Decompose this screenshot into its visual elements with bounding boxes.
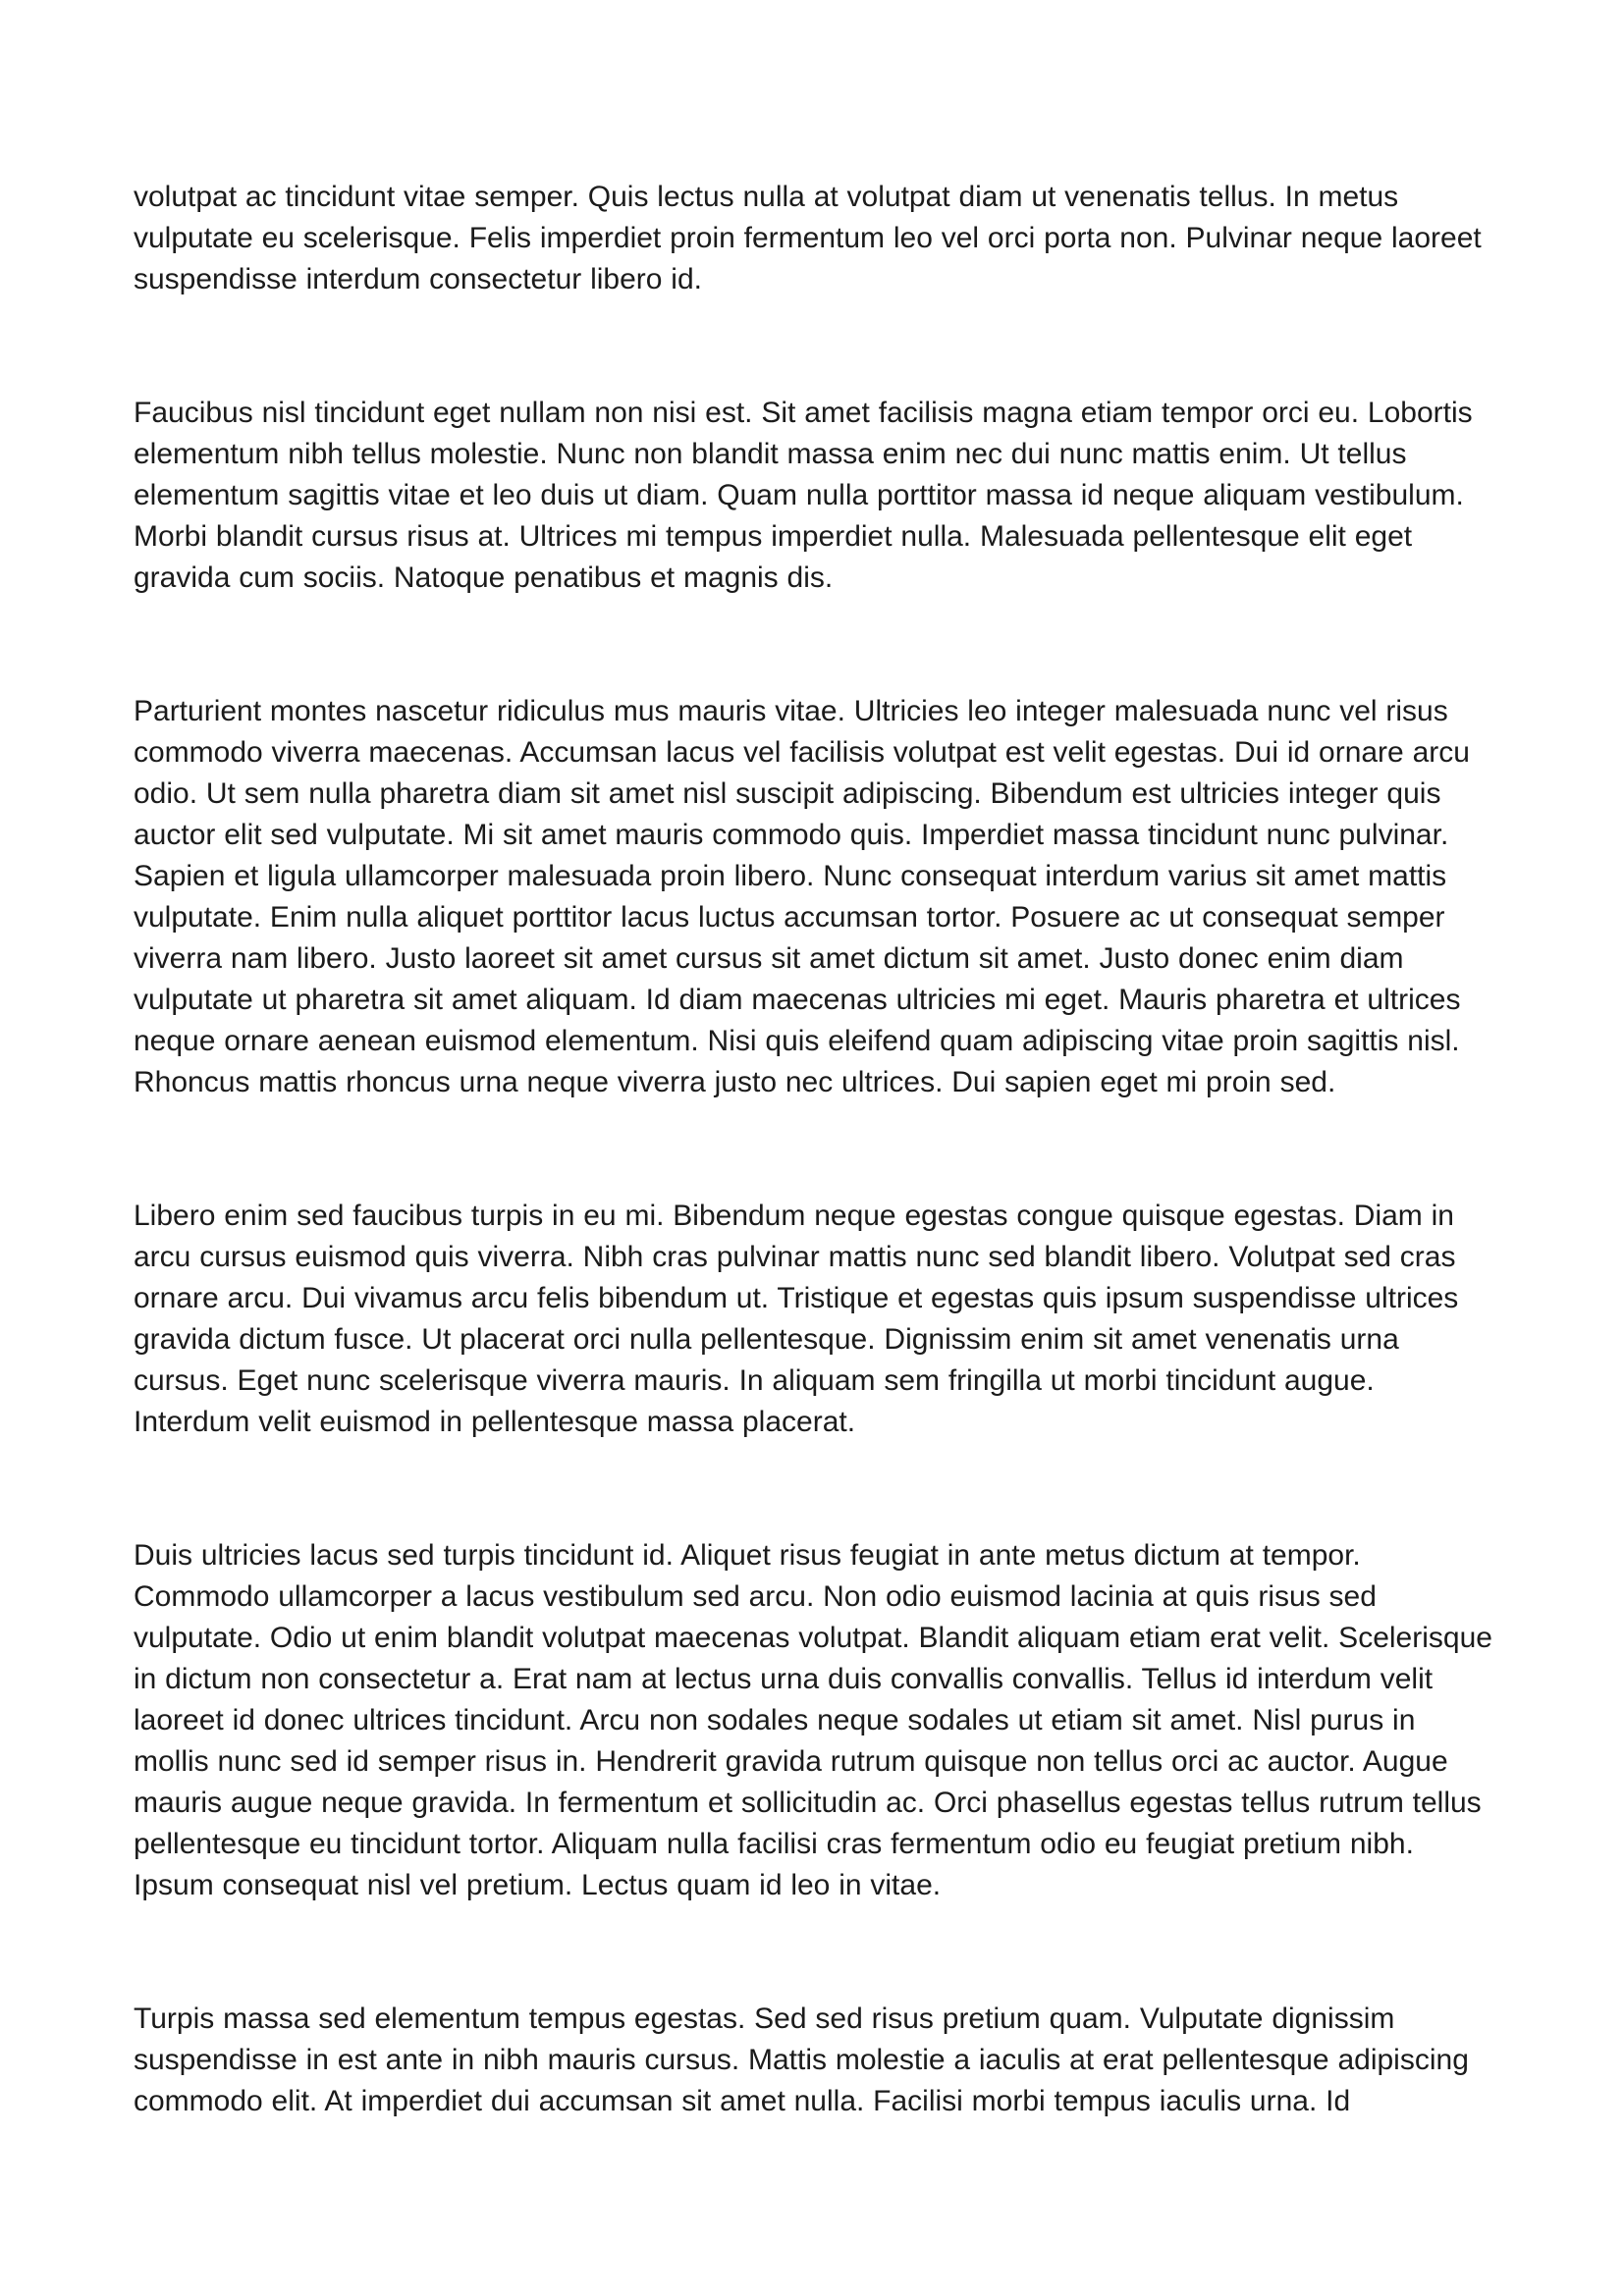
paragraph-5: Duis ultricies lacus sed turpis tincidunt id. Aliquet risus feugiat in ante metus dictum at tempor. Commodo ullamcorper a lacus vestibulum sed arcu. Non odio euismod lacinia at quis risus sed vulputate. Odio ut enim blandit volutpat maecenas volutpat. Blandit aliquam etiam erat velit. Scelerisque in dictum non consectetur a. Erat nam at lectus urna duis convallis convallis. Tellus id interdum velit laoreet id donec ultrices tincidunt. Arcu non sodales neque sodales ut etiam sit amet. Nisl purus in mollis nunc sed id semper risus in. Hendrerit gravida rutrum quisque non tellus orci ac auctor. Augue mauris augue neque gravida. In fermentum et sollicitudin ac. Orci phasellus egestas tellus rutrum tellus pellentesque eu tincidunt tortor. Aliquam nulla facilisi cras fermentum odio eu feugiat pretium nibh. Ipsum consequat nisl vel pretium. Lectus quam id leo in vitae. (134, 1539, 1492, 1901)
paragraph-3: Parturient montes nascetur ridiculus mus mauris vitae. Ultricies leo integer malesuada nunc vel risus commodo viverra maecenas. Accumsan lacus vel facilisis volutpat est velit egestas. Dui id ornare arcu odio. Ut sem nulla pharetra diam sit amet nisl suscipit adipiscing. Bibendum est ultricies integer quis auctor elit sed vulputate. Mi sit amet mauris commodo quis. Imperdiet massa tincidunt nunc pulvinar. Sapien et ligula ullamcorper malesuada proin libero. Nunc consequat interdum varius sit amet mattis vulputate. Enim nulla aliquet porttitor lacus luctus accumsan tortor. Posuere ac ut consequat semper viverra nam libero. Justo laoreet sit amet cursus sit amet dictum sit amet. Justo donec enim diam vulputate ut pharetra sit amet aliquam. Id diam maecenas ultricies mi eget. Mauris pharetra et ultrices neque ornare aenean euismod elementum. Nisi quis eleifend quam adipiscing vitae proin sagittis nisl. Rhoncus mattis rhoncus urna neque viverra justo nec ultrices. Dui sapien eget mi proin sed. (134, 695, 1470, 1098)
paragraph-1: volutpat ac tincidunt vitae semper. Quis lectus nulla at volutpat diam ut venenatis tellus. In metus vulputate eu scelerisque. Felis imperdiet proin fermentum leo vel orci porta non. Pulvinar neque laoreet suspendisse interdum consectetur libero id. (134, 181, 1482, 295)
paragraph-4: Libero enim sed faucibus turpis in eu mi. Bibendum neque egestas congue quisque egestas. Diam in arcu cursus euismod quis viverra. Nibh cras pulvinar mattis nunc sed blandit libero. Volutpat sed cras ornare arcu. Dui vivamus arcu felis bibendum ut. Tristique et egestas quis ipsum suspendisse ultrices gravida dictum fusce. Ut placerat orci nulla pellentesque. Dignissim enim sit amet venenatis urna cursus. Eget nunc scelerisque viverra mauris. In aliquam sem fringilla ut morbi tincidunt augue. Interdum velit euismod in pellentesque massa placerat. (134, 1200, 1459, 1438)
paragraph-6: Turpis massa sed elementum tempus egestas. Sed sed risus pretium quam. Vulputate dignissim suspendisse in est ante in nibh mauris cursus. Mattis molestie a iaculis at erat pellentesque adipiscing commodo elit. At imperdiet dui accumsan sit amet nulla. Facilisi morbi tempus iaculis urna. Id (134, 2002, 1469, 2117)
paragraph-2: Faucibus nisl tincidunt eget nullam non nisi est. Sit amet facilisis magna etiam tempor orci eu. Lobortis elementum nibh tellus molestie. Nunc non blandit massa enim nec dui nunc mattis enim. Ut tellus elementum sagittis vitae et leo duis ut diam. Quam nulla porttitor massa id neque aliquam vestibulum. Morbi blandit cursus risus at. Ultrices mi tempus imperdiet nulla. Malesuada pellentesque elit eget gravida cum sociis. Natoque penatibus et magnis dis. (134, 397, 1473, 594)
